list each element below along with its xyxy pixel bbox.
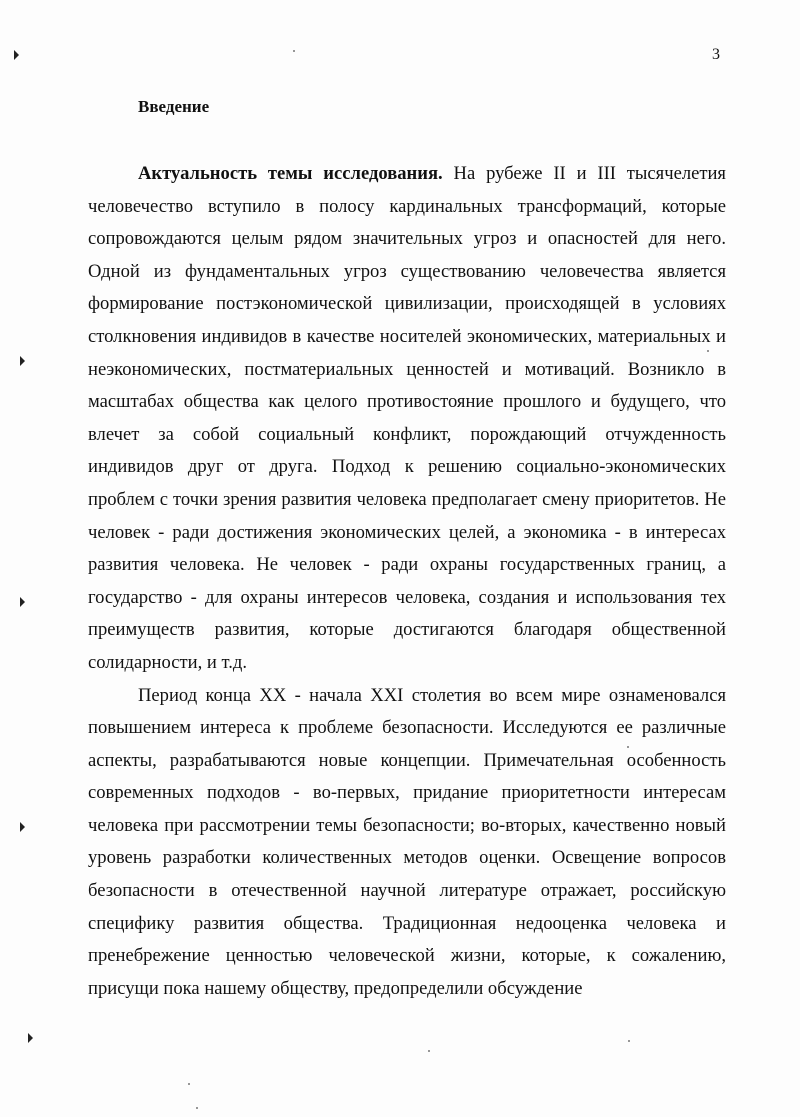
paragraph	[88, 680, 726, 1006]
section-heading: Введение	[138, 97, 210, 116]
page-number: 3	[712, 46, 720, 63]
paragraph-lead: Актуальность темы исследования.	[138, 163, 443, 184]
body-text	[88, 158, 726, 1005]
scan-speck	[428, 1050, 430, 1052]
paragraph-text: Период конца XX - начала XXI столетия во всем мире ознаменовался повышением интереса к проблеме безопасности. Исследуются ее различные аспекты, разрабатываются новые концепции. Примечательная особенность современных подходов - во-первых, придание приоритетности интересам человека при рассмотрении темы безопасности; во-вторых, качественно новый уровень разработки количественных методов оценки. Освещение вопросов безопасности в отечественной научной литературе отражает, российскую специфику развития общества. Традиционная недооценка человека и пренебрежение ценностью человеческой жизни, которые, к сожалению, присущи пока нашему обществу, предопределили обсуждение	[88, 684, 726, 999]
binding-mark	[20, 597, 25, 607]
scan-speck	[293, 50, 295, 52]
paragraph-text: На рубеже II и III тысячелетия человечество вступило в полосу кардинальных трансформаций, которые сопровождаются целым рядом значительных угроз и опасностей для него. Одной из фундаментальных угроз существованию человечества является формирование постэкономической цивилизации, происходящей в условиях столкновения индивидов в качестве носителей экономических, материальных и неэкономических, постматериальных ценностей и мотиваций. Возникло в масштабах общества как целого противостояние прошлого и будущего, что влечет за собой социальный конфликт, порождающий отчужденность индивидов друг от друга. Подход к решению социально-экономических проблем с точки зрения развития человека предполагает смену приоритетов. Не человек - ради достижения экономических целей, а экономика - в интересах развития человека. Не человек - ради охраны государственных границ, а государство - для охраны интересов человека, создания и использования тех преимуществ развития, которые достигаются благодаря общественной солидарности, и т.д.	[88, 163, 726, 673]
scan-speck	[628, 1040, 630, 1042]
binding-mark	[14, 50, 19, 60]
scan-speck	[188, 1083, 190, 1085]
scan-speck	[196, 1107, 198, 1109]
binding-mark	[20, 822, 25, 832]
binding-mark	[28, 1033, 33, 1043]
binding-mark	[20, 356, 25, 366]
paragraph	[88, 158, 726, 680]
